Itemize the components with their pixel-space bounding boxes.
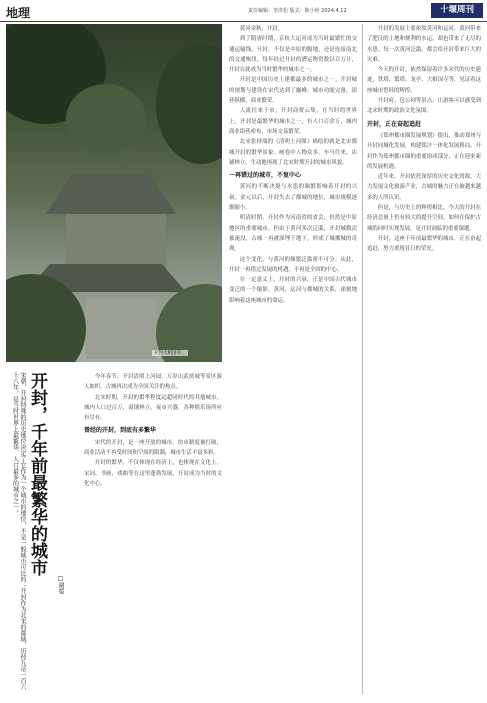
paragraph: 到了隋唐时期，京杭大运河成为当时最繁忙的交通运输线。开封，不仅是中原的腹地，还是连接南北的交通枢纽。每年经过开封的漕运物资数以百万计，开封自此成为当时繁华的城市之一。 [229,36,357,74]
paragraph: 近年来，开封依托深厚的历史文化资源，大力发展文化旅游产业，古城的魅力正在被越来越多的人所认识。 [367,174,481,201]
paragraph: 开封府、包公祠等景点，让游客可以感受到北宋时期的政治文化氛围。 [367,98,481,115]
section-title: 地理 [6,6,31,20]
paragraph: 北宋张择端的《清明上河图》描绘的就是北宋都城开封的繁华景象。画卷中人物众多，车马往来，店铺林立，生动地再现了北宋时期开封的城市风貌。 [229,139,357,166]
subheading: 曾经的开封，到底有多繁华 [84,427,157,435]
newspaper-logo: 十堰周刊 [431,3,483,18]
paragraph: 黄河的不断决堤与水患的频繁影响着开封的兴衰。金元以后，开封失去了都城的地位，城市规模逐渐缩小。 [229,184,357,212]
paragraph: 明清时期，开封作为河南省的省会，仍然是中原地区的重要城市。但由于黄河多次泛滥，开封城数次被淹没，古城一再被深埋于地下，形成了城摞城的奇观。 [229,215,357,253]
paragraph: 今年春节，开封清明上河园、万岁山武侠城等景区游人如织，古城再次成为全国关注的热点。 [84,374,222,391]
paragraph: 黄河金秋，开封。 [239,26,283,32]
article-title: 开封，千年前最繁华的城市 [27,372,47,576]
article-deck: 宋朝，开封特殊的历史地位决定了它作为一个城市的地位，不是一般城市可比的；开封作为北宋的都城，历经九帝一百六十八年，是当时世界上最繁华、人口最多的城市之一。 [11,372,26,690]
column-left-bottom [84,372,222,694]
page-header [0,0,487,22]
paragraph: 开封的发展主要依靠黄河和运河，黄河带来了肥沃的土地和便利的水运，却也带来了无尽的水患。每一次黄河泛滥，都会给开封带来巨大的灾难。 [367,26,481,63]
editor-credits: 责任编辑：李洪松 版式：陈小艳 2024.4.12 [248,8,347,14]
column-middle [229,24,357,694]
paragraph: 《郑州都市圈发展规划》提出，推动郑州与开封同城化发展，构建郑汴一体化发展格局。开封作为郑州都市圈的重要组成部分，正在迎来新的发展机遇。 [367,132,481,170]
paragraph: 开封的繁华，不仅体现在经济上，也体现在文化上。宋词、书画、戏曲等在这里蓬勃发展，开封成为当时的文化中心。 [84,460,222,487]
article-author: □谢冕 [57,575,64,594]
subheading: 一再错过的城市，不复中心 [229,172,302,180]
paragraph: 北宋时期，开封的繁华程度远超同时代的其他城市。城内人口过百万，商铺林立，夜市兴盛，各种娱乐场所应有尽有。 [84,394,222,422]
paragraph: 在一定意义上，开封的兴衰，正是中国古代城市变迁的一个缩影。黄河、运河与都城的关系，深刻地影响着这座城市的命运。 [229,277,357,304]
paragraph: 但是，与历史上的辉煌相比，今天的开封在经济总量上仍有较大的提升空间。如何在保护古城的同时实现发展，是开封面临的重要课题。 [367,205,481,232]
paragraph: 这个变化，与黄河的频繁泛滥密不可分。从此，开封一再错过发展的机遇，不再是全国的中心。 [229,256,357,273]
headline-block [8,372,48,694]
paragraph: 人流往来于市，开封商贾云集，在当时的世界上，开封是最繁华的城市之一，有人口百余万，城内商业街巷密布，市场交易繁荣。 [229,108,357,135]
paragraph: 开封是中国历史上建都最多的城市之一。开封城的规划与建设在宋代达到了巅峰，城市功能完备，街巷纵横，商业繁荣。 [229,77,357,105]
paragraph: 宋代的开封，是一座开放的城市。坊市制度被打破，商业活动不再受时间和空间的限制，城市生活丰富多彩。 [84,439,222,457]
photo-caption: 开封大相国寺。 [154,351,186,356]
column-divider [362,24,363,694]
subheading: 开封，正在奋起追赶 [367,120,422,128]
article-photo [6,24,222,362]
paragraph: 开封，这座千年前最繁华的城市，正在奋起追赶，努力重现昔日的荣光。 [367,235,481,253]
column-right [367,24,481,694]
paragraph: 今天的开封，依然保留着许多宋代的历史遗迹，铁塔、繁塔、龙亭、大相国寺等，见证着这座城市曾经的辉煌。 [367,67,481,94]
